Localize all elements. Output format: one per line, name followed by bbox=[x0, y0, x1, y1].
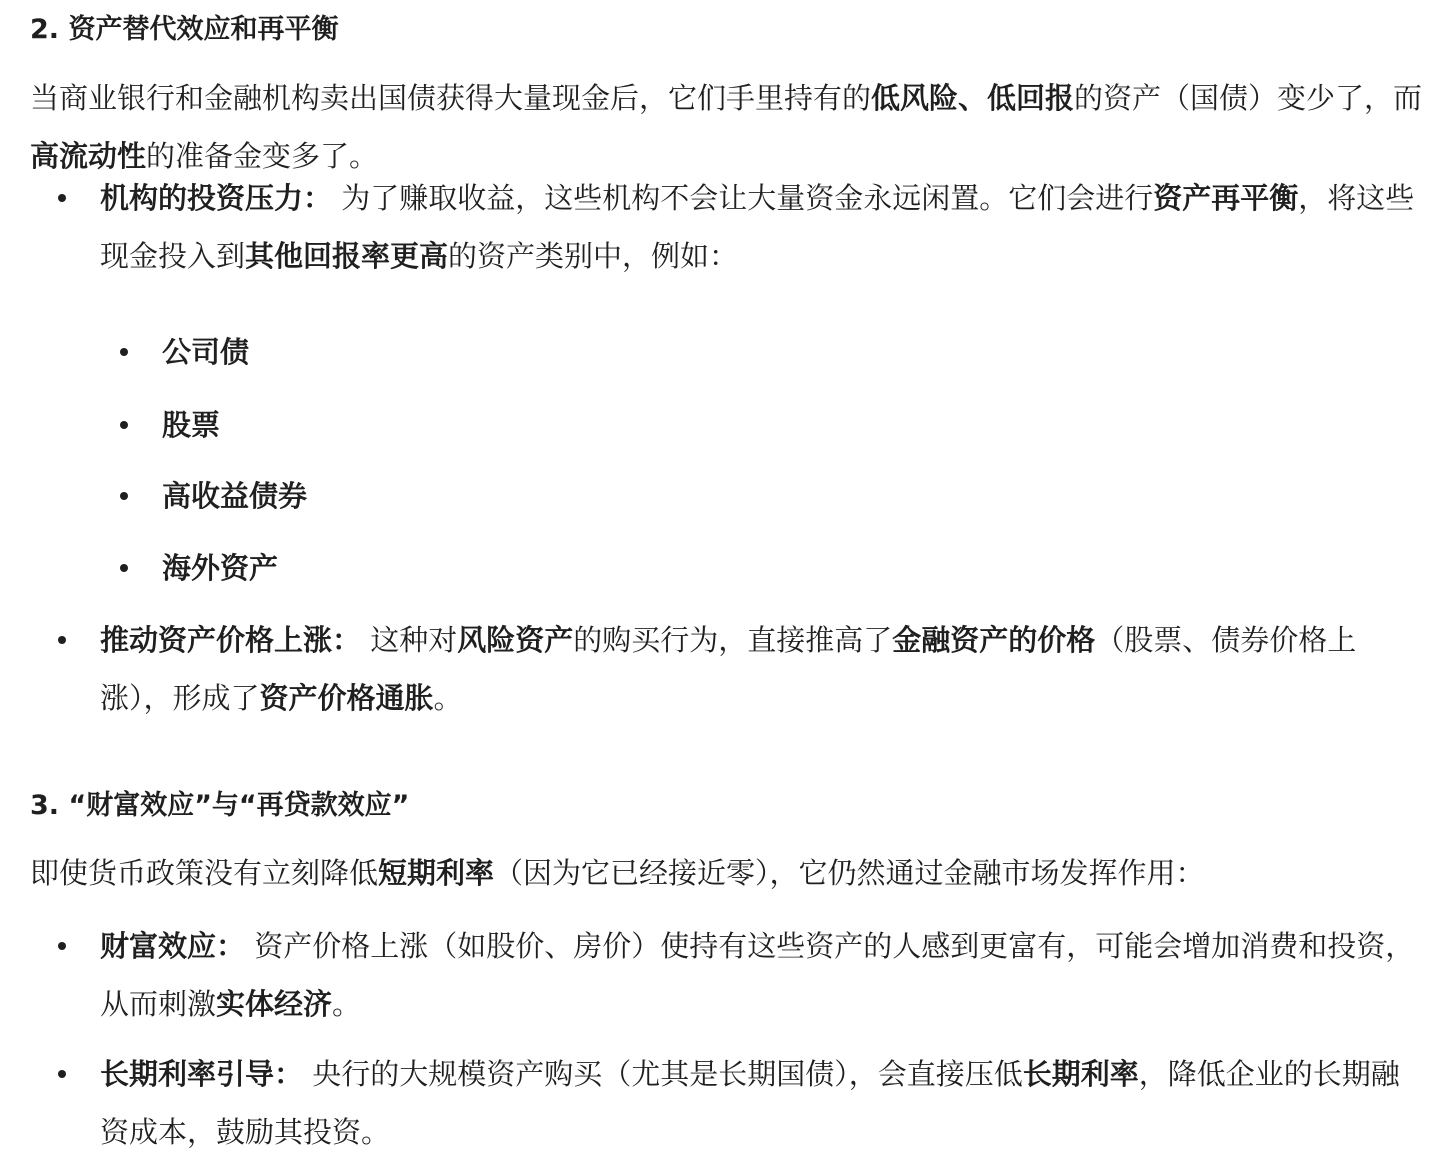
list-item: 长期利率引导： 央行的大规模资产购买（尤其是长期国债），会直接压低长期利率，降低企业的长期融资成本，鼓励其投资。 bbox=[58, 1045, 1428, 1161]
list-item: 海外资产 bbox=[120, 539, 278, 597]
list-item: 推动资产价格上涨： 这种对风险资产的购买行为，直接推高了金融资产的价格（股票、债券价格上涨），形成了资产价格通胀。 bbox=[58, 611, 1428, 727]
bullet-icon bbox=[58, 194, 66, 202]
bullet-icon bbox=[58, 1070, 66, 1078]
section-heading: 2. 资产替代效应和再平衡 bbox=[30, 14, 339, 45]
list-item: 高收益债券 bbox=[120, 467, 307, 525]
bullet-icon bbox=[120, 348, 128, 356]
bullet-icon bbox=[120, 564, 128, 572]
paragraph: 当商业银行和金融机构卖出国债获得大量现金后，它们手里持有的低风险、低回报的资产（国债）变少了，而高流动性的准备金变多了。 bbox=[30, 81, 1423, 173]
bullet-icon bbox=[120, 421, 128, 429]
list-item: 公司债 bbox=[120, 323, 249, 381]
list-item: 股票 bbox=[120, 396, 220, 454]
bullet-icon bbox=[120, 492, 128, 500]
bullet-icon bbox=[58, 636, 66, 644]
list-item: 财富效应： 资产价格上涨（如股价、房价）使持有这些资产的人感到更富有，可能会增加消费和投资，从而刺激实体经济。 bbox=[58, 917, 1428, 1033]
section-heading: 3. “财富效应”与“再贷款效应” bbox=[30, 790, 410, 821]
paragraph: 即使货币政策没有立刻降低短期利率（因为它已经接近零），它仍然通过金融市场发挥作用： bbox=[30, 856, 1205, 890]
bullet-icon bbox=[58, 942, 66, 950]
list-item: 机构的投资压力： 为了赚取收益，这些机构不会让大量资金永远闲置。它们会进行资产再平衡，将这些现金投入到其他回报率更高的资产类别中，例如： bbox=[58, 169, 1428, 285]
